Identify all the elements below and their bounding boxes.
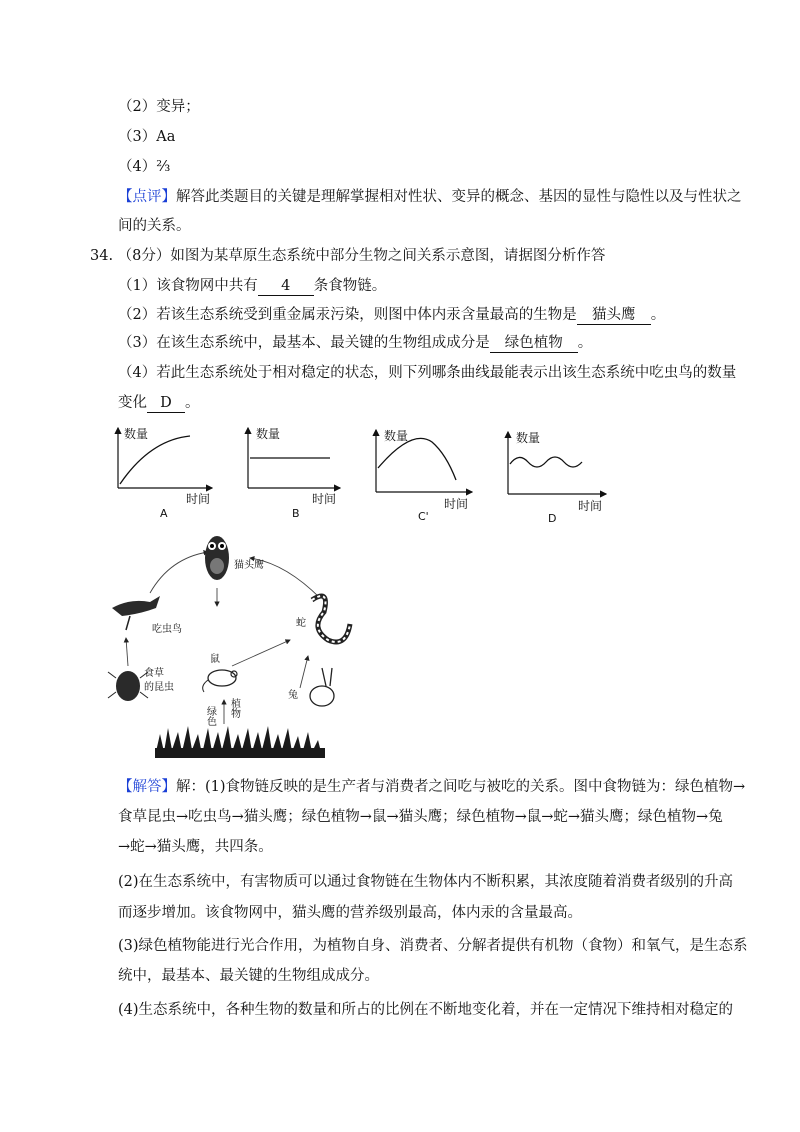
graph-d-label: D	[548, 512, 557, 525]
q4-text: 变化	[118, 395, 147, 411]
solution-line-8: (4)生态系统中，各种生物的数量和所占的比例在不断地变化着，并在一定情况下维持相对稳定的	[118, 1002, 734, 1018]
question-stem-text: （8分）如图为某草原生态系统中部分生物之间关系示意图，请据图分析作答	[117, 248, 606, 264]
q4-answer: D	[147, 394, 185, 413]
answer-3: （3）Aa	[118, 129, 176, 145]
graph-d-xlabel: 时间	[578, 499, 603, 513]
question-3	[118, 333, 592, 353]
food-web-diagram	[100, 528, 400, 768]
mouse-icon	[203, 670, 237, 692]
q1-answer: 4	[258, 277, 314, 296]
solution-line-1	[118, 777, 745, 797]
graph-c	[376, 428, 472, 523]
snake-icon	[312, 596, 350, 642]
bird-label: 吃虫鸟	[152, 624, 182, 635]
graph-c-ylabel: 数量	[384, 429, 409, 443]
graph-d-curve	[510, 457, 582, 467]
answer-2: （2）变异；	[118, 99, 200, 115]
graph-a-label: A	[160, 507, 168, 520]
solution-line-4: (2)在生态系统中，有害物质可以通过食物链在生物体内不断积累，其浓度随着消费者级别的升高	[118, 874, 734, 890]
insect-icon	[108, 671, 148, 701]
answer-4: （4）⅔	[118, 159, 171, 175]
graph-d-ylabel: 数量	[516, 431, 541, 445]
graph-b-ylabel: 数量	[256, 427, 281, 441]
solution-line-7: 统中，最基本、最关键的生物组成成分。	[118, 968, 379, 984]
q3-post: 。	[577, 335, 593, 351]
question-number: 34.	[90, 248, 114, 264]
q3-answer: 绿色植物	[490, 334, 578, 353]
question-2	[118, 305, 665, 325]
solution-line-6: (3)绿色植物能进行光合作用，为植物自身、消费者、分解者提供有机物（食物）和氧气，是生态系	[118, 938, 748, 954]
q2-post: 。	[650, 307, 666, 323]
q3-text: （3）在该生态系统中，最基本、最关键的生物组成成分是	[118, 335, 490, 351]
comment-tag: 【点评】	[118, 189, 176, 205]
graph-b	[248, 426, 340, 520]
rabbit-label: 兔	[288, 690, 298, 701]
owl-label: 猫头鹰	[234, 560, 264, 571]
mouse-label: 鼠	[210, 654, 220, 665]
rabbit-icon	[310, 668, 334, 706]
plant-label-2: 植物	[228, 698, 240, 718]
solution-line-2: 食草昆虫→吃虫鸟→猫头鹰；绿色植物→鼠→猫头鹰；绿色植物→鼠→蛇→猫头鹰；绿色植物→兔	[118, 809, 723, 825]
solution-tag: 【解答】	[118, 779, 176, 795]
question-stem	[90, 246, 605, 266]
q4-post: 。	[185, 395, 200, 411]
graph-c-label: C'	[418, 510, 429, 523]
grass-icon	[155, 726, 325, 758]
graph-b-label: B	[292, 507, 300, 520]
graph-a-curve	[120, 436, 190, 484]
q1-text: （1）该食物网中共有	[118, 278, 258, 294]
snake-label: 蛇	[296, 618, 306, 629]
solution-text-1: 解：(1)食物链反映的是生产者与消费者之间吃与被吃的关系。图中食物链为：绿色植物→	[176, 779, 746, 795]
solution-line-3: →蛇→猫头鹰，共四条。	[118, 839, 273, 855]
graph-a	[118, 426, 212, 520]
graph-a-ylabel: 数量	[124, 427, 149, 441]
solution-line-5: 而逐步增加。该食物网中，猫头鹰的营养级别最高，体内汞的含量最高。	[118, 905, 582, 921]
plant-label-1: 绿色	[204, 706, 216, 726]
insect-label-2: 的昆虫	[144, 682, 174, 693]
graph-d	[508, 430, 606, 525]
comment-text-2: 间的关系。	[118, 218, 191, 234]
question-4-line-1: （4）若此生态系统处于相对稳定的状态，则下列哪条曲线最能表示出该生态系统中吃虫鸟的数量	[118, 365, 737, 381]
owl-icon	[205, 536, 229, 580]
graph-c-curve	[378, 438, 456, 480]
graph-a-xlabel: 时间	[186, 492, 211, 506]
graph-b-xlabel: 时间	[312, 492, 337, 506]
comment-text-1: 解答此类题目的关键是理解掌握相对性状、变异的概念、基因的显性与隐性以及与性状之	[176, 189, 742, 205]
curve-graphs	[0, 420, 800, 530]
q1-post: 条食物链。	[313, 278, 387, 294]
q2-text: （2）若该生态系统受到重金属汞污染，则图中体内汞含量最高的生物是	[118, 307, 577, 323]
question-1	[118, 276, 386, 296]
comment-line-1	[118, 187, 742, 207]
graph-c-xlabel: 时间	[444, 497, 469, 511]
insect-label-1: 食草	[144, 668, 164, 679]
q2-answer: 猫头鹰	[577, 306, 651, 325]
question-4-line-2	[118, 393, 200, 413]
